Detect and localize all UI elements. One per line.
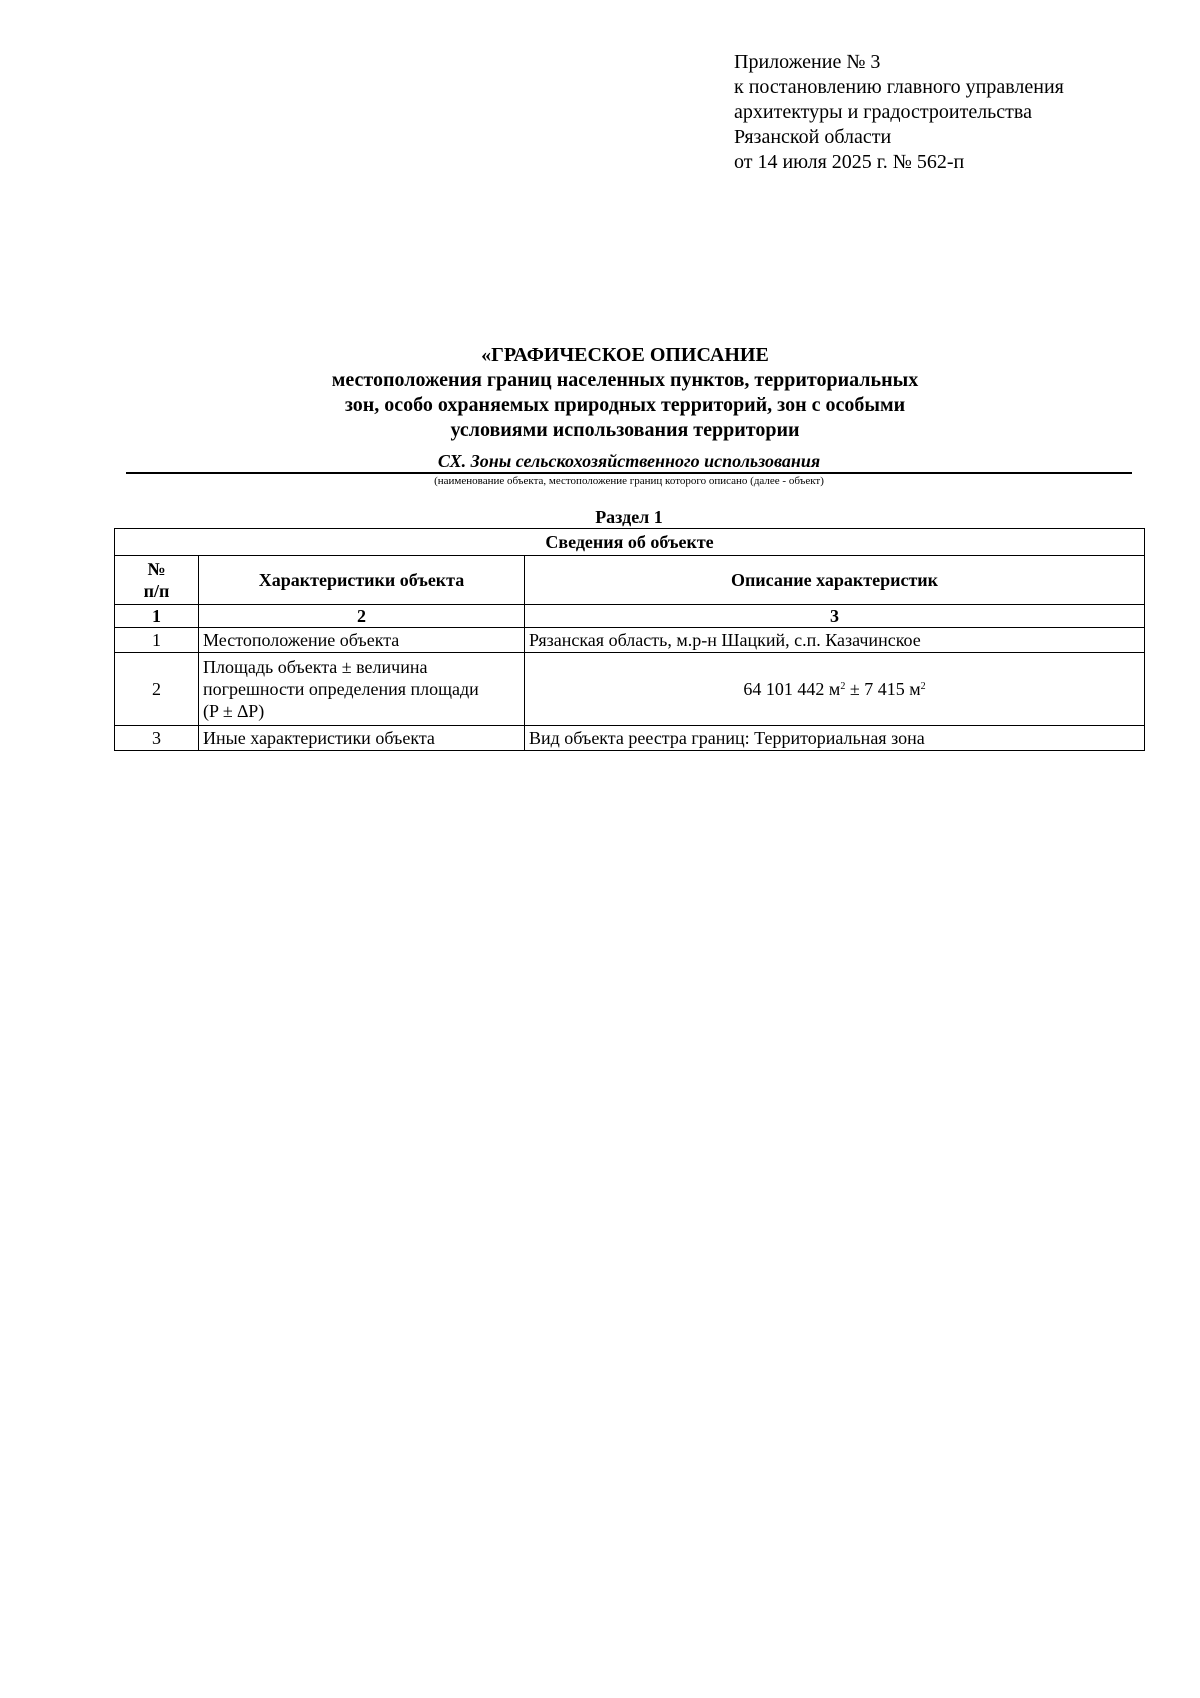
- area-error-unit-exponent: 2: [920, 680, 926, 692]
- appendix-line: к постановлению главного управления: [734, 76, 1064, 98]
- row-description: Рязанская область, м.р-н Шацкий, с.п. Казачинское: [525, 628, 1145, 653]
- document-title: [120, 343, 1130, 443]
- section-title: Раздел 1: [595, 507, 663, 527]
- characteristic-line: Площадь объекта ± величина: [203, 657, 428, 677]
- table-row: [115, 628, 1145, 653]
- appendix-line: Рязанской области: [734, 126, 892, 148]
- title-line: условиями использования территории: [450, 419, 800, 441]
- area-value: 64 101 442 м: [743, 678, 841, 699]
- row-number: 2: [115, 653, 199, 726]
- header-num-line: №: [147, 559, 166, 579]
- area-unit-exponent: 2: [840, 680, 846, 692]
- header-characteristic: Характеристики объекта: [199, 556, 525, 605]
- row-characteristic: Иные характеристики объекта: [199, 726, 525, 751]
- characteristic-line: погрешности определения площади: [203, 679, 479, 699]
- header-num-line: п/п: [143, 581, 170, 601]
- object-name: СХ. Зоны сельскохозяйственного использования: [437, 451, 821, 471]
- row-description: [525, 653, 1145, 726]
- column-number: 3: [525, 605, 1145, 628]
- table-row: [115, 653, 1145, 726]
- title-line: местоположения границ населенных пунктов, территориальных: [331, 369, 919, 391]
- row-description: Вид объекта реестра границ: Территориальная зона: [525, 726, 1145, 751]
- table-row: [115, 726, 1145, 751]
- column-number: 2: [199, 605, 525, 628]
- appendix-line: архитектуры и градостроительства: [734, 101, 1032, 123]
- row-characteristic: [199, 653, 525, 726]
- object-info-table: [114, 528, 1145, 751]
- characteristic-line: (P ± ∆P): [203, 701, 265, 721]
- table-header-row: [115, 556, 1145, 605]
- appendix-line: от 14 июля 2025 г. № 562-п: [734, 151, 965, 173]
- object-caption: (наименование объекта, местоположение границ которого описано (далее - объект): [434, 475, 824, 487]
- row-number: 1: [115, 628, 199, 653]
- area-error: ± 7 415 м: [845, 678, 921, 699]
- header-num: [115, 556, 199, 605]
- row-number: 3: [115, 726, 199, 751]
- appendix-header: [734, 50, 1064, 175]
- object-name-underline: [126, 472, 1132, 474]
- column-number-row: [115, 605, 1145, 628]
- column-number: 1: [115, 605, 199, 628]
- table-caption-row: [115, 529, 1145, 556]
- title-line: зон, особо охраняемых природных территорий, зон с особыми: [344, 394, 906, 416]
- title-line: «ГРАФИЧЕСКОЕ ОПИСАНИЕ: [481, 344, 769, 366]
- appendix-line: Приложение № 3: [734, 51, 881, 73]
- table-caption: Сведения об объекте: [115, 529, 1145, 556]
- header-description: Описание характеристик: [525, 556, 1145, 605]
- row-characteristic: Местоположение объекта: [199, 628, 525, 653]
